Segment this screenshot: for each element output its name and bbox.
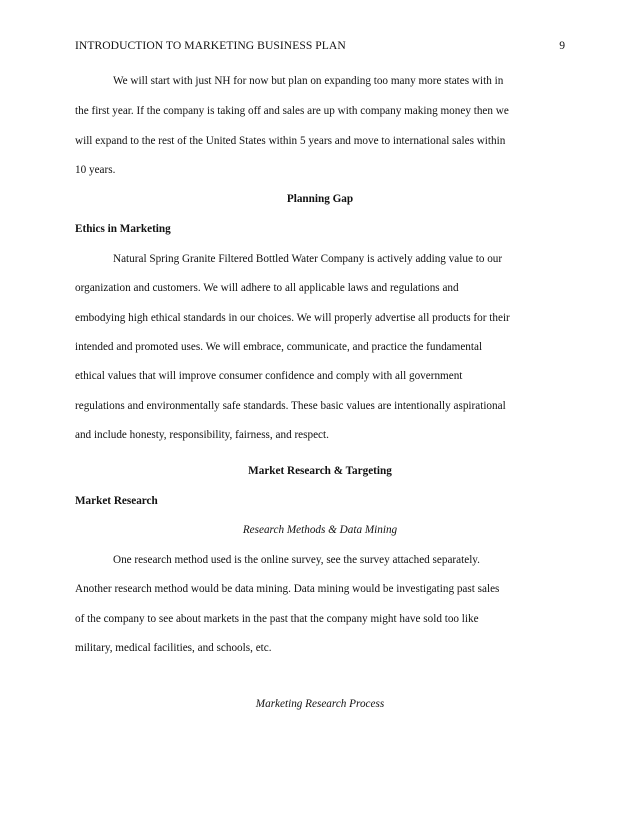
heading-ethics-in-marketing: Ethics in Marketing <box>75 223 171 235</box>
paragraph-line: intended and promoted uses. We will embrace, communicate, and practice the fundamental <box>75 341 483 353</box>
heading-planning-gap: Planning Gap <box>286 193 354 205</box>
running-head <box>75 39 565 55</box>
paragraph-line: Natural Spring Granite Filtered Bottled Water Company is actively adding value to our <box>113 253 503 265</box>
paragraph-line: ethical values that will improve consumer confidence and comply with all government <box>75 370 463 382</box>
heading-market-research: Market Research <box>75 495 158 507</box>
paragraph-line: and include honesty, responsibility, fairness, and respect. <box>75 429 329 441</box>
subheading-research-methods: Research Methods & Data Mining <box>242 524 398 536</box>
paragraph-line: We will start with just NH for now but plan on expanding too many more states with in <box>113 75 504 87</box>
paragraph-line: embodying high ethical standards in our choices. We will properly advertise all products for their <box>75 312 510 324</box>
paragraph-line: regulations and environmentally safe standards. These basic values are intentionally aspirational <box>75 400 506 412</box>
paragraph-line: will expand to the rest of the United States within 5 years and move to international sales within <box>75 135 506 147</box>
paragraph-line: organization and customers. We will adhere to all applicable laws and regulations and <box>75 282 459 294</box>
heading-market-research-targeting: Market Research & Targeting <box>248 465 392 477</box>
paragraph-line: the first year. If the company is taking off and sales are up with company making money then we <box>75 105 509 117</box>
page-number: 9 <box>559 39 565 52</box>
subheading-marketing-research-process: Marketing Research Process <box>255 698 385 710</box>
paragraph-line: of the company to see about markets in the past that the company might have sold too like <box>75 613 479 625</box>
paragraph-line: 10 years. <box>75 164 116 176</box>
paragraph-line: military, medical facilities, and schools, etc. <box>75 642 272 654</box>
running-head-title: INTRODUCTION TO MARKETING BUSINESS PLAN <box>75 39 346 52</box>
paragraph-line: Another research method would be data mining. Data mining would be investigating past sales <box>75 583 500 595</box>
paragraph-line: One research method used is the online survey, see the survey attached separately. <box>113 554 480 566</box>
